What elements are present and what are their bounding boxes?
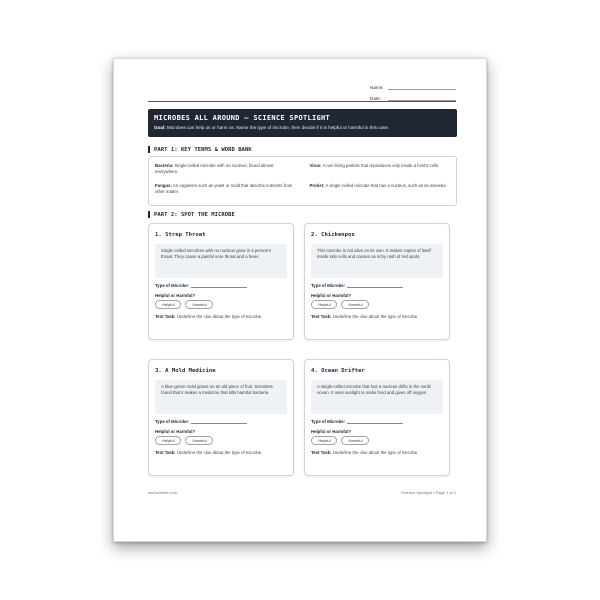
helpful-harmful-label: Helpful or Harmful? bbox=[311, 429, 352, 434]
term-virus: Virus: A non-living particle that reproduces only inside a host's cells. bbox=[309, 163, 440, 168]
helpful-pill[interactable]: Helpful bbox=[155, 300, 181, 309]
part2-heading bbox=[148, 211, 235, 218]
term-fungus: Fungus: An organism such as yeast or mold that absorbs nutrients from other matter. bbox=[155, 182, 293, 194]
choice-pills bbox=[311, 300, 443, 309]
name-label: Name: bbox=[370, 85, 384, 90]
text-task: Text Task: Underline the clue about the type of microbe. bbox=[311, 450, 419, 455]
microbe-card bbox=[304, 359, 450, 476]
part2-marker bbox=[148, 211, 150, 218]
text-task: Text Task: Underline the clue about the type of microbe. bbox=[155, 314, 263, 319]
type-answer-line[interactable] bbox=[347, 419, 403, 424]
helpful-harmful-label: Helpful or Harmful? bbox=[155, 429, 196, 434]
text-task: Text Task: Underline the clue about the type of microbe. bbox=[311, 314, 419, 319]
worksheet-page bbox=[113, 58, 487, 542]
text-task: Text Task: Underline the clue about the type of microbe. bbox=[155, 450, 263, 455]
part1-title: PART 1: KEY TERMS & WORD BANK bbox=[154, 146, 252, 153]
card-title: 2. Chickenpox bbox=[311, 232, 355, 238]
harmful-pill[interactable]: Harmful bbox=[185, 300, 213, 309]
choice-pills bbox=[311, 436, 443, 445]
name-line[interactable] bbox=[388, 84, 456, 90]
type-of-microbe-row: Type of Microbe: bbox=[155, 419, 287, 424]
helpful-pill[interactable]: Helpful bbox=[311, 436, 337, 445]
header-divider bbox=[148, 101, 456, 102]
choice-pills bbox=[155, 300, 287, 309]
choice-pills bbox=[155, 436, 287, 445]
goal-text bbox=[154, 125, 451, 130]
worksheet-title: MICROBES ALL AROUND — SCIENCE SPOTLIGHT bbox=[154, 114, 331, 122]
card-description: A blue-green mold grows on an old piece of fruit. Scientists found that it makes a medicine that kills harmful bacteria. bbox=[155, 380, 287, 414]
helpful-pill[interactable]: Helpful bbox=[155, 436, 181, 445]
word-bank bbox=[148, 156, 457, 206]
type-answer-line[interactable] bbox=[191, 419, 247, 424]
type-answer-line[interactable] bbox=[191, 283, 247, 288]
harmful-pill[interactable]: Harmful bbox=[185, 436, 213, 445]
helpful-harmful-label: Helpful or Harmful? bbox=[155, 293, 196, 298]
footer-page-number: Science Spotlight • Page 1 of 2 bbox=[401, 490, 456, 495]
goal-label: Goal: bbox=[154, 125, 166, 130]
type-answer-line[interactable] bbox=[347, 283, 403, 288]
card-description: Single-celled microbes with no nucleus grow in a person's throat. They cause a painful sore throat and a fever. bbox=[155, 244, 287, 278]
part2-title: PART 2: SPOT THE MICROBE bbox=[154, 211, 235, 218]
helpful-pill[interactable]: Helpful bbox=[311, 300, 337, 309]
type-of-microbe-row: Type of Microbe: bbox=[155, 283, 287, 288]
helpful-harmful-label: Helpful or Harmful? bbox=[311, 293, 352, 298]
date-row bbox=[370, 91, 456, 101]
microbe-card bbox=[304, 223, 450, 340]
name-date-block bbox=[370, 80, 456, 102]
term-protist: Protist: A single-celled microbe that has a nucleus, such as an amoeba. bbox=[309, 182, 447, 188]
term-bacteria: Bacteria: Single-celled microbe with no nucleus; found almost everywhere. bbox=[155, 163, 274, 175]
harmful-pill[interactable]: Harmful bbox=[341, 300, 369, 309]
type-of-microbe-row: Type of Microbe: bbox=[311, 283, 443, 288]
card-title: 3. A Mold Medicine bbox=[155, 368, 216, 374]
microbe-card bbox=[148, 359, 294, 476]
card-description: This microbe is not alive on its own. It makes copies of itself inside skin cells and causes an itchy rash of red spots. bbox=[311, 244, 443, 278]
harmful-pill[interactable]: Harmful bbox=[341, 436, 369, 445]
card-title: 4. Ocean Drifter bbox=[311, 368, 365, 374]
footer-source: worksheets.com bbox=[148, 490, 177, 495]
part1-marker bbox=[148, 146, 150, 153]
part1-heading bbox=[148, 146, 252, 153]
name-row bbox=[370, 80, 456, 90]
card-description: A single-celled microbe that has a nucleus drifts in the sunlit ocean. It uses sunlight to make food and gives off oxygen. bbox=[311, 380, 443, 414]
microbe-card bbox=[148, 223, 294, 340]
title-banner bbox=[148, 109, 457, 137]
card-title: 1. Strep Throat bbox=[155, 232, 206, 238]
date-label: Date: bbox=[370, 96, 381, 101]
type-of-microbe-row: Type of Microbe: bbox=[311, 419, 443, 424]
goal-body: Microbes can help us or harm us. Name the type of microbe, then decide if it is helpful or harmful in this case. bbox=[165, 125, 390, 130]
